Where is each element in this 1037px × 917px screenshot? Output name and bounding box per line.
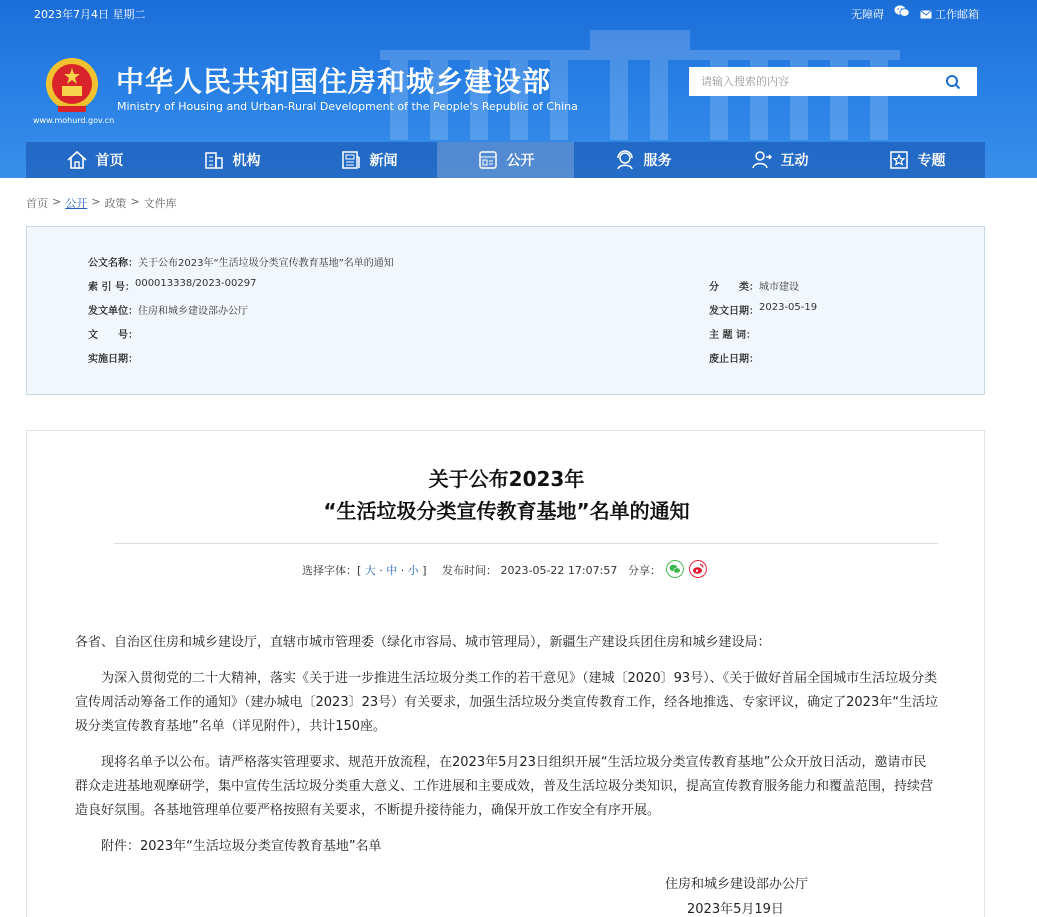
- signature-issuer: 住房和城乡建设部办公厅: [665, 877, 809, 892]
- salutation-paragraph: 各省、自治区住房和城乡建设厅，直辖市城市管理委（绿化市容局、城市管理局），新疆生产建设兵团住房和城乡建设局：: [75, 635, 771, 650]
- work-mail-label: 工作邮箱: [935, 8, 979, 21]
- nav-item-public[interactable]: [437, 142, 574, 178]
- breadcrumb-separator: >: [91, 195, 101, 208]
- info-row-category: [709, 278, 799, 293]
- body-paragraph-1: 为深入贯彻党的二十大精神，落实《关于进一步推进生活垃圾分类工作的若干意见》（建城〔2020〕93号）、《关于做好首届全国城市生活垃圾分类宣传周活动筹备工作的通知》（建办城电〔2023〕23号）有关要求，加强生活垃圾分类宣传教育工作，经各地推选、专家评议，确定了2023年“生活垃圾分类宣传教育基地”名单（详见附件），共计150座。: [75, 671, 938, 734]
- font-small-link[interactable]: 小: [407, 564, 419, 577]
- info-row-name: [88, 254, 394, 269]
- interaction-icon: [751, 149, 773, 171]
- breadcrumb: [26, 195, 177, 211]
- national-emblem-icon[interactable]: [44, 56, 100, 116]
- building-icon: [203, 149, 225, 171]
- title-divider: [114, 543, 938, 544]
- work-mail-link[interactable]: [920, 6, 979, 22]
- info-label: 公文名称：: [88, 258, 138, 269]
- font-size-selector: [302, 562, 427, 578]
- search-input[interactable]: [689, 67, 929, 96]
- info-row-issuer: [88, 302, 248, 317]
- info-value: 城市建设: [759, 282, 799, 293]
- info-row-index: [88, 278, 256, 293]
- publish-value: 2023-05-22 17:07:57: [500, 564, 618, 577]
- info-value: 住房和城乡建设部办公厅: [138, 306, 248, 317]
- breadcrumb-separator: >: [52, 195, 62, 208]
- search-box: [689, 67, 977, 96]
- font-medium-link[interactable]: 中: [386, 564, 398, 577]
- info-label: 索 引 号：: [88, 282, 135, 293]
- nav-item-topics[interactable]: [848, 142, 985, 178]
- info-value: 关于公布2023年“生活垃圾分类宣传教育基地”名单的通知: [138, 258, 394, 269]
- nav-item-label: 互动: [780, 153, 809, 169]
- wechat-share-icon[interactable]: [666, 560, 684, 578]
- site-title-english: Ministry of Housing and Urban-Rural Development of the People's Republic of China: [117, 100, 578, 113]
- publish-time: [442, 562, 617, 578]
- article-title-line1: 关于公布2023年: [428, 467, 585, 491]
- top-bar: [0, 0, 1037, 26]
- info-label: 分 类：: [709, 282, 759, 293]
- nav-item-service[interactable]: [574, 142, 711, 178]
- current-date: 2023年7月4日 星期二: [34, 8, 146, 21]
- info-label: 主 题 词：: [709, 330, 756, 341]
- nav-item-label: 服务: [643, 153, 672, 169]
- info-row-doc-number: [88, 326, 138, 341]
- nav-item-label: 公开: [506, 153, 535, 169]
- article-panel: [26, 430, 985, 917]
- info-value: 2023-05-19: [759, 302, 818, 313]
- font-separator: ·: [379, 564, 383, 577]
- nav-item-interaction[interactable]: [711, 142, 848, 178]
- search-button[interactable]: [929, 67, 977, 96]
- nav-item-label: 新闻: [369, 153, 398, 169]
- document-icon: [477, 149, 499, 171]
- font-select-label: 选择字体：[: [302, 564, 362, 577]
- star-icon: [888, 149, 910, 171]
- breadcrumb-public[interactable]: 公开: [65, 197, 88, 210]
- signature-date: 2023年5月19日: [687, 902, 784, 917]
- info-label: 实施日期：: [88, 354, 138, 365]
- font-large-link[interactable]: 大: [364, 564, 376, 577]
- attachment-link[interactable]: 附件：2023年“生活垃圾分类宣传教育基地”名单: [101, 839, 382, 854]
- mail-icon: [920, 10, 932, 19]
- breadcrumb-library[interactable]: 文件库: [143, 197, 177, 210]
- weibo-share-icon[interactable]: [689, 560, 707, 578]
- breadcrumb-policy[interactable]: 政策: [104, 197, 127, 210]
- nav-item-home[interactable]: [26, 142, 163, 178]
- info-row-effective-date: [88, 350, 138, 365]
- nav-item-organization[interactable]: [163, 142, 300, 178]
- accessibility-link[interactable]: 无障碍: [851, 8, 884, 21]
- article-title-line2: “生活垃圾分类宣传教育基地”名单的通知: [323, 499, 690, 523]
- breadcrumb-separator: >: [130, 195, 140, 208]
- nav-item-label: 机构: [232, 153, 261, 169]
- info-label: 废止日期：: [709, 354, 759, 365]
- home-icon: [66, 149, 88, 171]
- info-label: 文 号：: [88, 330, 138, 341]
- share-label: 分享：: [628, 564, 661, 577]
- publish-label: 发布时间：: [442, 564, 497, 577]
- font-select-end: ]: [422, 564, 427, 577]
- document-info-box: [26, 226, 985, 395]
- body-paragraph-2: 现将名单予以公布。请严格落实管理要求、规范开放流程，在2023年5月23日组织开展“生活垃圾分类宣传教育基地”公众开放日活动，邀请市民群众走进基地观摩研学，集中宣传生活垃圾分类重大意义、工作进展和主要成效，普及生活垃圾分类知识，提高宣传教育服务能力和覆盖范围，持续营造良好氛围。各基地管理单位要严格按照有关要求，不断提升接待能力，确保开放工作安全有序开展。: [75, 755, 934, 818]
- font-separator: ·: [400, 564, 405, 577]
- nav-item-news[interactable]: [300, 142, 437, 178]
- info-row-expire-date: [709, 350, 759, 365]
- site-domain: www.mohurd.gov.cn: [33, 116, 115, 125]
- info-row-issue-date: [709, 302, 817, 317]
- info-value: 000013338/2023-00297: [134, 278, 257, 289]
- nav-item-label: 专题: [917, 153, 946, 169]
- site-title[interactable]: 中华人民共和国住房和城乡建设部: [116, 65, 552, 98]
- main-nav: [26, 142, 985, 178]
- wechat-icon[interactable]: [894, 4, 910, 18]
- search-icon: [945, 74, 961, 90]
- breadcrumb-home[interactable]: 首页: [26, 197, 48, 210]
- info-label: 发文单位：: [88, 306, 138, 317]
- nav-item-label: 首页: [95, 153, 124, 169]
- news-icon: [340, 149, 362, 171]
- site-header: [0, 0, 1037, 178]
- info-row-subject: [709, 326, 756, 341]
- service-icon: [614, 149, 636, 171]
- info-label: 发文日期：: [709, 306, 759, 317]
